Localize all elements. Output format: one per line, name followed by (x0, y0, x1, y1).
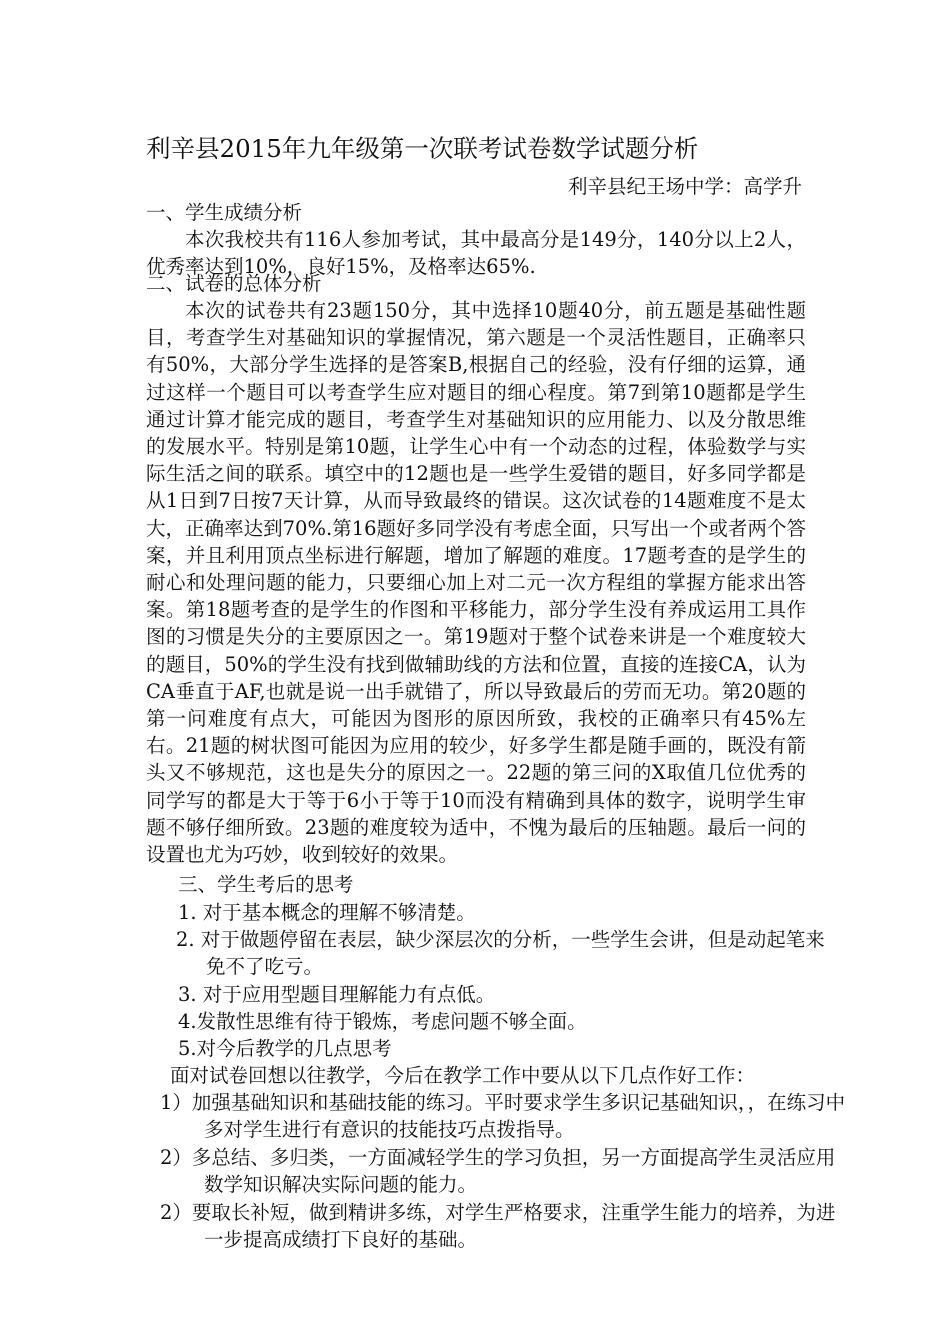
reflection-item-5: 5.对今后教学的几点思考 (178, 1037, 392, 1060)
reflection-item-4: 4.发散性思维有待于锻炼，考虑问题不够全面。 (178, 1010, 587, 1033)
reflection-item-2: 2. 对于做题停留在表层，缺少深层次的分析，一些学生会讲，但是动起笔来免不了吃亏。 (176, 928, 825, 979)
section-body-overall: 本次的试卷共有23题150分，其中选择10题40分，前五题是基础性题目，考查学生对基础知识的掌握情况，第六题是一个灵活性题目，正确率只有50%，大部分学生选择的是答案B,根据自己的经验，没有仔细的运算，通过这样一个题目可以考查学生应对题目的细心程度。第7到第10题都是学生通过计算才能完成的题目，考查学生对基础知识的应用能力、以及分散思维的发展水平。特别是第10题，让学生心中有一个动态的过程，体验数学与实际生活之间的联系。填空中的12题也是一些学生爱错的题目，好多同学都是从1日到7日按7天计算，从而导致最终的错误。这次试卷的14题难度不是太大，正确率达到70%.第16题好多同学没有考虑全面，只写出一个或者两个答案，并且利用顶点坐标进行解题，增加了解题的难度。17题考查的是学生的耐心和处理问题的能力，只要细心加上对二元一次方程组的掌握方能求出答案。第18题考查的是学生的作图和平移能力，部分学生没有养成运用工具作图的习惯是失分的主要原因之一。第19题对于整个试卷来讲是一个难度较大的题目，50%的学生没有找到做辅助线的方法和位置，直接的连接CA，认为CA垂直于AF,也就是说一出手就错了，所以导致最后的劳而无功。第20题的第一问难度有点大，可能因为图形的原因所致，我校的正确率只有45%左右。21题的树状图可能因为应用的较少，好多学生都是随手画的，既没有箭头又不够规范，这也是失分的原因之一。22题的第三问的X取值几位优秀的同学写的都是大于等于6小于等于10而没有精确到具体的数字，说明学生审题不够仔细所致。23题的难度较为适中，不愧为最后的压轴题。最后一问的设置也尤为巧妙，收到较好的效果。 (146, 299, 806, 867)
section-body-scores: 本次我校共有116人参加考试，其中最高分是149分，140分以上2人，优秀率达到10%，良好15%，及格率达65%. (146, 228, 806, 279)
section-heading-reflection: 三、学生考后的思考 (178, 873, 354, 896)
author-line: 利辛县纪王场中学：高学升 (567, 175, 802, 198)
reflection-item-3: 3. 对于应用型题目理解能力有点低。 (178, 983, 496, 1006)
teaching-point-2: 2）多总结、多归类，一方面减轻学生的学习负担，另一方面提高学生灵活应用数学知识解决实际问题的能力。 (160, 1146, 836, 1197)
teaching-point-1: 1）加强基础知识和基础技能的练习。平时要求学生多识记基础知识，，在练习中多对学生进行有意识的技能技巧点拨指导。 (160, 1091, 846, 1142)
teaching-intro: 面对试卷回想以往教学，今后在教学工作中要从以下几点作好工作： (170, 1064, 756, 1087)
section-heading-overall: 二、试卷的总体分析 (146, 272, 322, 295)
document-title: 利辛县2015年九年级第一次联考试卷数学试题分析 (146, 134, 699, 163)
teaching-point-3: 2）要取长补短，做到精讲多练，对学生严格要求，注重学生能力的培养，为进一步提高成绩打下良好的基础。 (160, 1201, 836, 1252)
reflection-item-1: 1. 对于基本概念的理解不够清楚。 (178, 901, 476, 924)
section-heading-scores: 一、学生成绩分析 (146, 201, 303, 224)
